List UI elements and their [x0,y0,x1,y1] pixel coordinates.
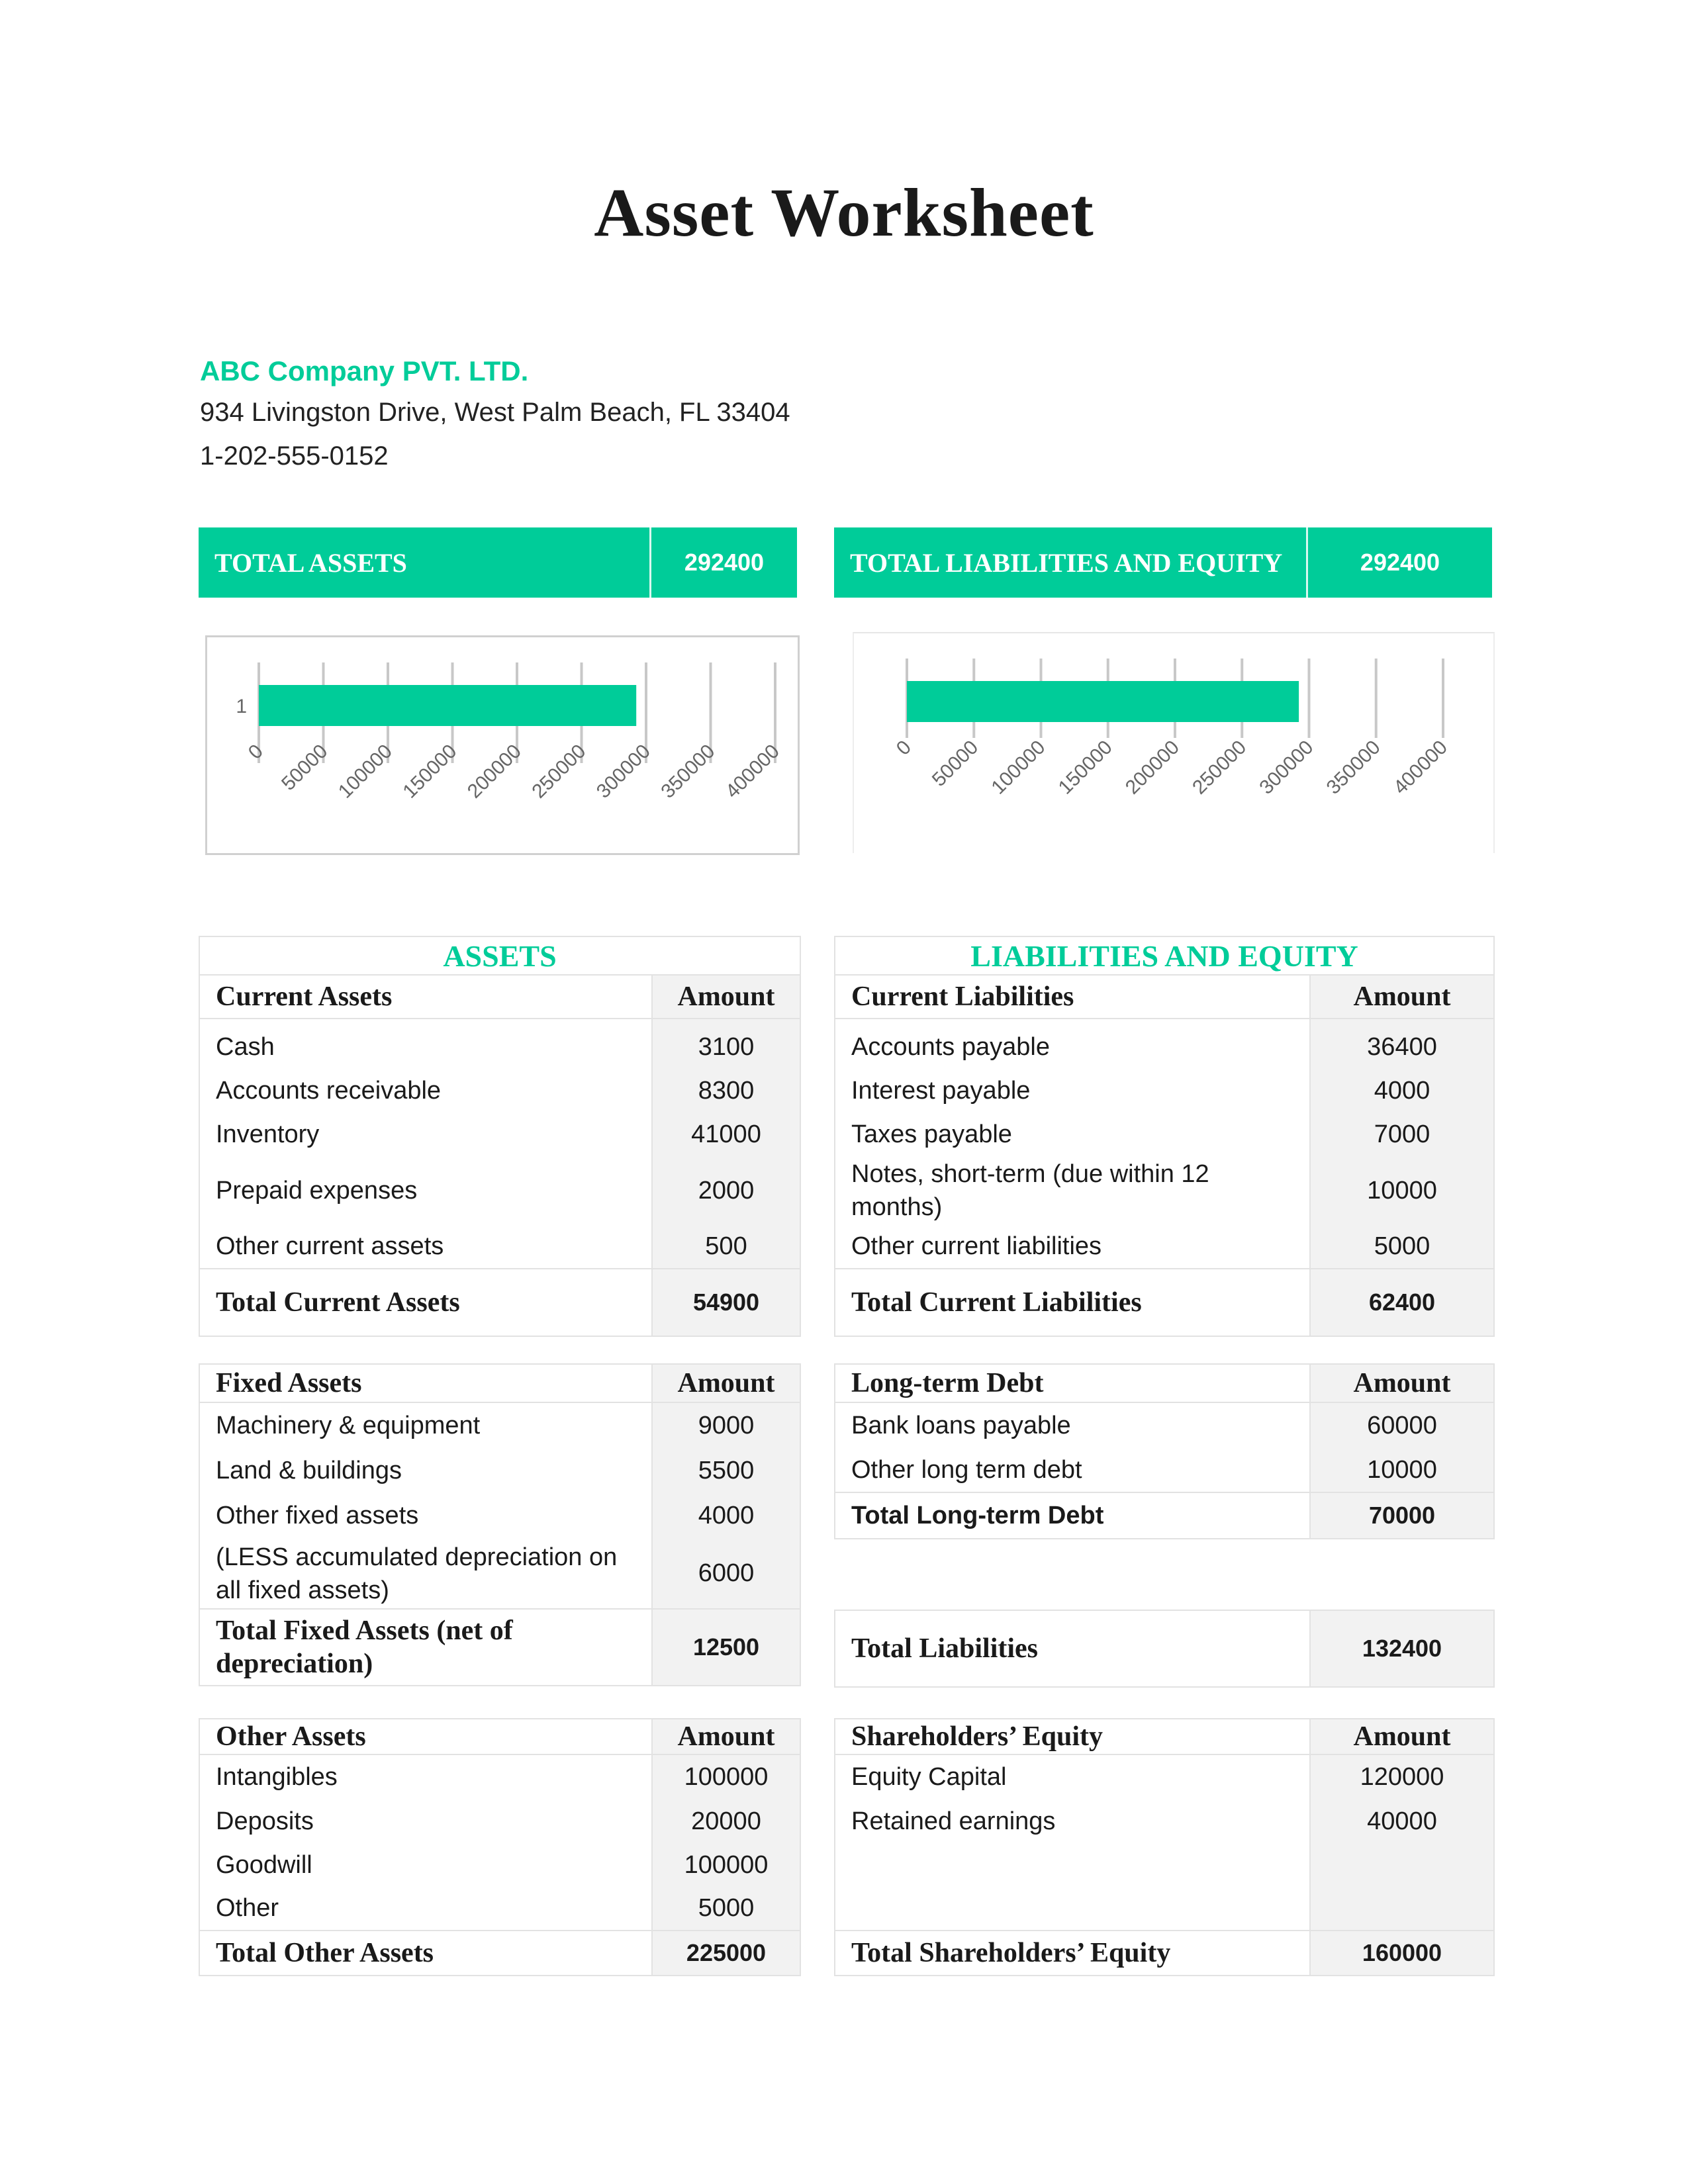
tick-label: 400000 [1389,736,1452,799]
long-term-debt-header: Long-term Debt [835,1364,1310,1402]
row-label: Other [199,1887,652,1931]
amount-header: Amount [652,1719,800,1754]
total-assets-banner [199,527,797,598]
current-liabilities-header: Current Liabilities [835,975,1310,1019]
row-label: Bank loans payable [835,1402,1310,1449]
row-value: 4000 [652,1492,800,1539]
row-value: 120000 [1310,1754,1494,1799]
total-current-liabilities-label: Total Current Liabilities [835,1269,1310,1336]
total-current-assets-value: 54900 [652,1269,800,1336]
current-assets-header: Current Assets [199,975,652,1019]
company-phone: 1-202-555-0152 [200,441,389,471]
row-value: 100000 [652,1754,800,1799]
bar [907,681,1299,722]
row-label: Prepaid expenses [199,1156,652,1225]
row-value: 5000 [1310,1225,1494,1269]
row-value: 20000 [652,1799,800,1843]
row-value: 8300 [652,1069,800,1113]
row-value: 36400 [1310,1019,1494,1069]
total-other-assets-label: Total Other Assets [199,1931,652,1976]
total-liabilities-value: 132400 [1310,1610,1494,1687]
other-assets-header: Other Assets [199,1719,652,1754]
bar [259,685,636,726]
amount-header: Amount [1310,1364,1494,1402]
row-value: 3100 [652,1019,800,1069]
company-name: ABC Company PVT. LTD. [200,355,529,387]
category-label: 1 [236,696,247,717]
row-label: Other current liabilities [835,1225,1310,1269]
row-label: Other long term debt [835,1449,1310,1492]
row-value: 100000 [652,1843,800,1887]
row-label: Machinery & equipment [199,1402,652,1449]
current-liabilities-table [834,936,1495,1337]
amount-header: Amount [652,975,800,1019]
row-label: Interest payable [835,1069,1310,1113]
total-liabilities-equity-value: 292400 [1360,549,1440,576]
row-label: Notes, short-term (due within 12 months) [835,1156,1310,1225]
amount-header: Amount [652,1364,800,1402]
fixed-assets-header: Fixed Assets [199,1364,652,1402]
tick-label: 50000 [927,736,983,791]
tick-label: 150000 [1054,736,1117,799]
tick-label: 200000 [1121,736,1184,799]
row-label: Deposits [199,1799,652,1843]
total-liabilities-equity-label: TOTAL LIABILITIES AND EQUITY [834,527,1308,598]
total-current-liabilities-value: 62400 [1310,1269,1494,1336]
row-value: 2000 [652,1156,800,1225]
row-label: Other current assets [199,1225,652,1269]
tick-label: 350000 [1322,736,1385,799]
row-label: Intangibles [199,1754,652,1799]
row-value: 7000 [1310,1113,1494,1156]
liabilities-equity-chart [853,632,1495,853]
tick-label: 200000 [463,740,526,803]
total-assets-label: TOTAL ASSETS [199,527,651,598]
row-value: 41000 [652,1113,800,1156]
assets-chart [205,635,800,855]
tick-label: 100000 [987,736,1050,799]
tick-label: 400000 [721,740,784,803]
assets-bar-chart [207,637,798,853]
page-title: Asset Worksheet [594,175,1094,251]
row-label: Taxes payable [835,1113,1310,1156]
tick-label: 50000 [277,740,332,795]
fixed-assets-table [199,1363,801,1686]
row-value: 60000 [1310,1402,1494,1449]
row-label: Goodwill [199,1843,652,1887]
total-long-term-debt-value: 70000 [1310,1492,1494,1539]
amount-header: Amount [1310,1719,1494,1754]
row-value: 10000 [1310,1449,1494,1492]
total-current-assets-label: Total Current Assets [199,1269,652,1336]
tick-label: 250000 [1188,736,1251,799]
total-other-assets-value: 225000 [652,1931,800,1976]
row-label: Other fixed assets [199,1492,652,1539]
row-value: 5000 [652,1887,800,1931]
row-value: 500 [652,1225,800,1269]
row-value: 5500 [652,1449,800,1492]
row-label: Accounts receivable [199,1069,652,1113]
tick-label: 250000 [528,740,590,803]
total-fixed-assets-value: 12500 [652,1609,800,1686]
total-liabilities-table [834,1610,1495,1688]
row-label: Accounts payable [835,1019,1310,1069]
total-long-term-debt-label: Total Long-term Debt [835,1492,1310,1539]
assets-section-title: ASSETS [199,936,800,975]
company-info [200,352,790,478]
row-value: 40000 [1310,1799,1494,1843]
long-term-debt-table [834,1363,1495,1539]
tick-label: 100000 [334,740,397,803]
other-assets-table [199,1718,801,1976]
total-shareholders-equity-value: 160000 [1310,1931,1494,1976]
current-assets-table [199,936,801,1337]
tick-label: 350000 [657,740,720,803]
shareholders-equity-table [834,1718,1495,1976]
row-value: 4000 [1310,1069,1494,1113]
total-shareholders-equity-label: Total Shareholders’ Equity [835,1931,1310,1976]
shareholders-equity-header: Shareholders’ Equity [835,1719,1310,1754]
row-label: Retained earnings [835,1799,1310,1843]
total-liabilities-equity-banner [834,527,1492,598]
empty-value-cell [1310,1843,1494,1931]
total-fixed-assets-label: Total Fixed Assets (net of depreciation) [199,1609,652,1686]
total-assets-value: 292400 [684,549,765,576]
company-address: 934 Livingston Drive, West Palm Beach, FL 33404 [200,398,790,427]
tick-label: 300000 [1255,736,1318,799]
total-liabilities-label: Total Liabilities [835,1610,1310,1687]
liabilities-section-title: LIABILITIES AND EQUITY [835,936,1494,975]
row-label: (LESS accumulated depreciation on all fixed assets) [199,1539,652,1609]
row-value: 6000 [652,1539,800,1609]
row-value: 10000 [1310,1156,1494,1225]
row-label: Equity Capital [835,1754,1310,1799]
row-label: Land & buildings [199,1449,652,1492]
tick-label: 150000 [399,740,461,803]
amount-header: Amount [1310,975,1494,1019]
row-value: 9000 [652,1402,800,1449]
tick-label: 0 [244,740,267,764]
liabilities-equity-bar-chart [854,633,1493,853]
empty-cell [835,1843,1310,1931]
row-label: Inventory [199,1113,652,1156]
tick-label: 300000 [592,740,655,803]
row-label: Cash [199,1019,652,1069]
tick-label: 0 [892,736,915,760]
